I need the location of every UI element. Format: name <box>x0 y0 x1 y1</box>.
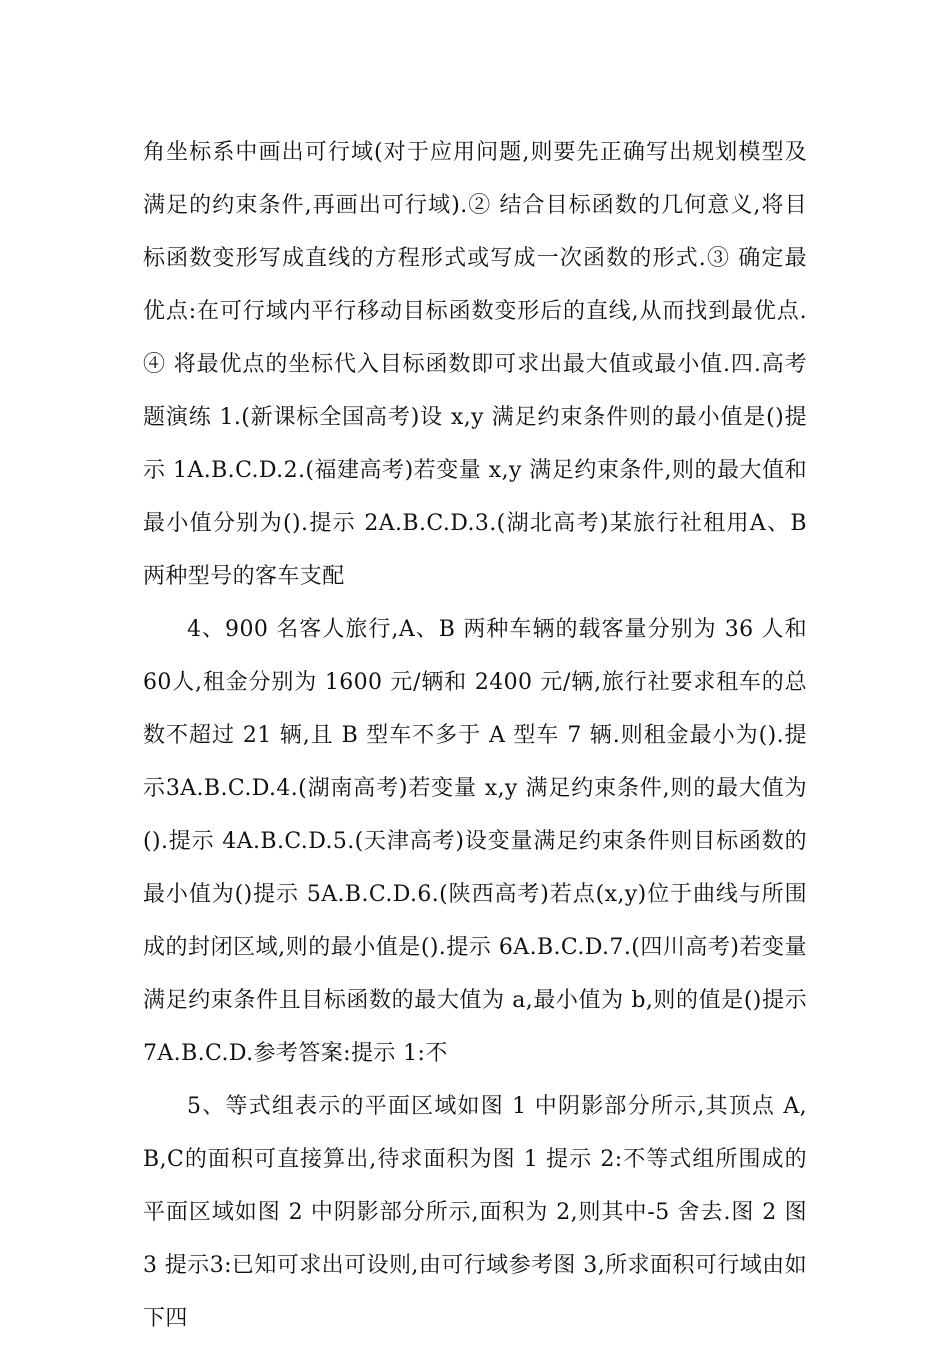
paragraph-1: 角坐标系中画出可行域(对于应用问题,则要先正确写出规划模型及满足的约束条件,再画出可行域).② 结合目标函数的几何意义,将目标函数变形写成直线的方程形式或写成一次函数的形式.③ 确定最优点:在可行域内平行移动目标函数变形后的直线,从而找到最优点.④ 将最优点的坐标代入目标函数即可求出最大值或最小值.四.高考题演练 1.(新课标全国高考)设 x,y 满足约束条件则的最小值是()提示 1A.B.C.D.2.(福建高考)若变量 x,y 满足约束条件,则的最大值和最小值分别为().提示 2A.B.C.D.3.(湖北高考)某旅行社租用A、B 两种型号的客车支配 <box>143 140 807 589</box>
document-body <box>143 126 807 1345</box>
paragraph-3: 5、等式组表示的平面区域如图 1 中阴影部分所示,其顶点 A,B,C的面积可直接算出,待求面积为图 1 提示 2:不等式组所围成的平面区域如图 2 中阴影部分所示,面积为 2,则其中-5 舍去.图 2 图 3 提示3:已知可求出可设则,由可行域参考图 3,所求面积可行域由如下四 <box>143 1094 807 1331</box>
paragraph-2: 4、900 名客人旅行,A、B 两种车辆的载客量分别为 36 人和 60人,租金分别为 1600 元/辆和 2400 元/辆,旅行社要求租车的总数不超过 21 辆,且 B 型车不多于 A 型车 7 辆.则租金最小为().提示3A.B.C.D.4.(湖南高考)若变量 x,y 满足约束条件,则的最大值为().提示 4A.B.C.D.5.(天津高考)设变量满足约束条件则目标函数的最小值为()提示 5A.B.C.D.6.(陕西高考)若点(x,y)位于曲线与所围成的封闭区域,则的最小值是().提示 6A.B.C.D.7.(四川高考)若变量满足约束条件且目标函数的最大值为 a,最小值为 b,则的值是()提示7A.B.C.D.参考答案:提示 1:不 <box>143 617 807 1066</box>
